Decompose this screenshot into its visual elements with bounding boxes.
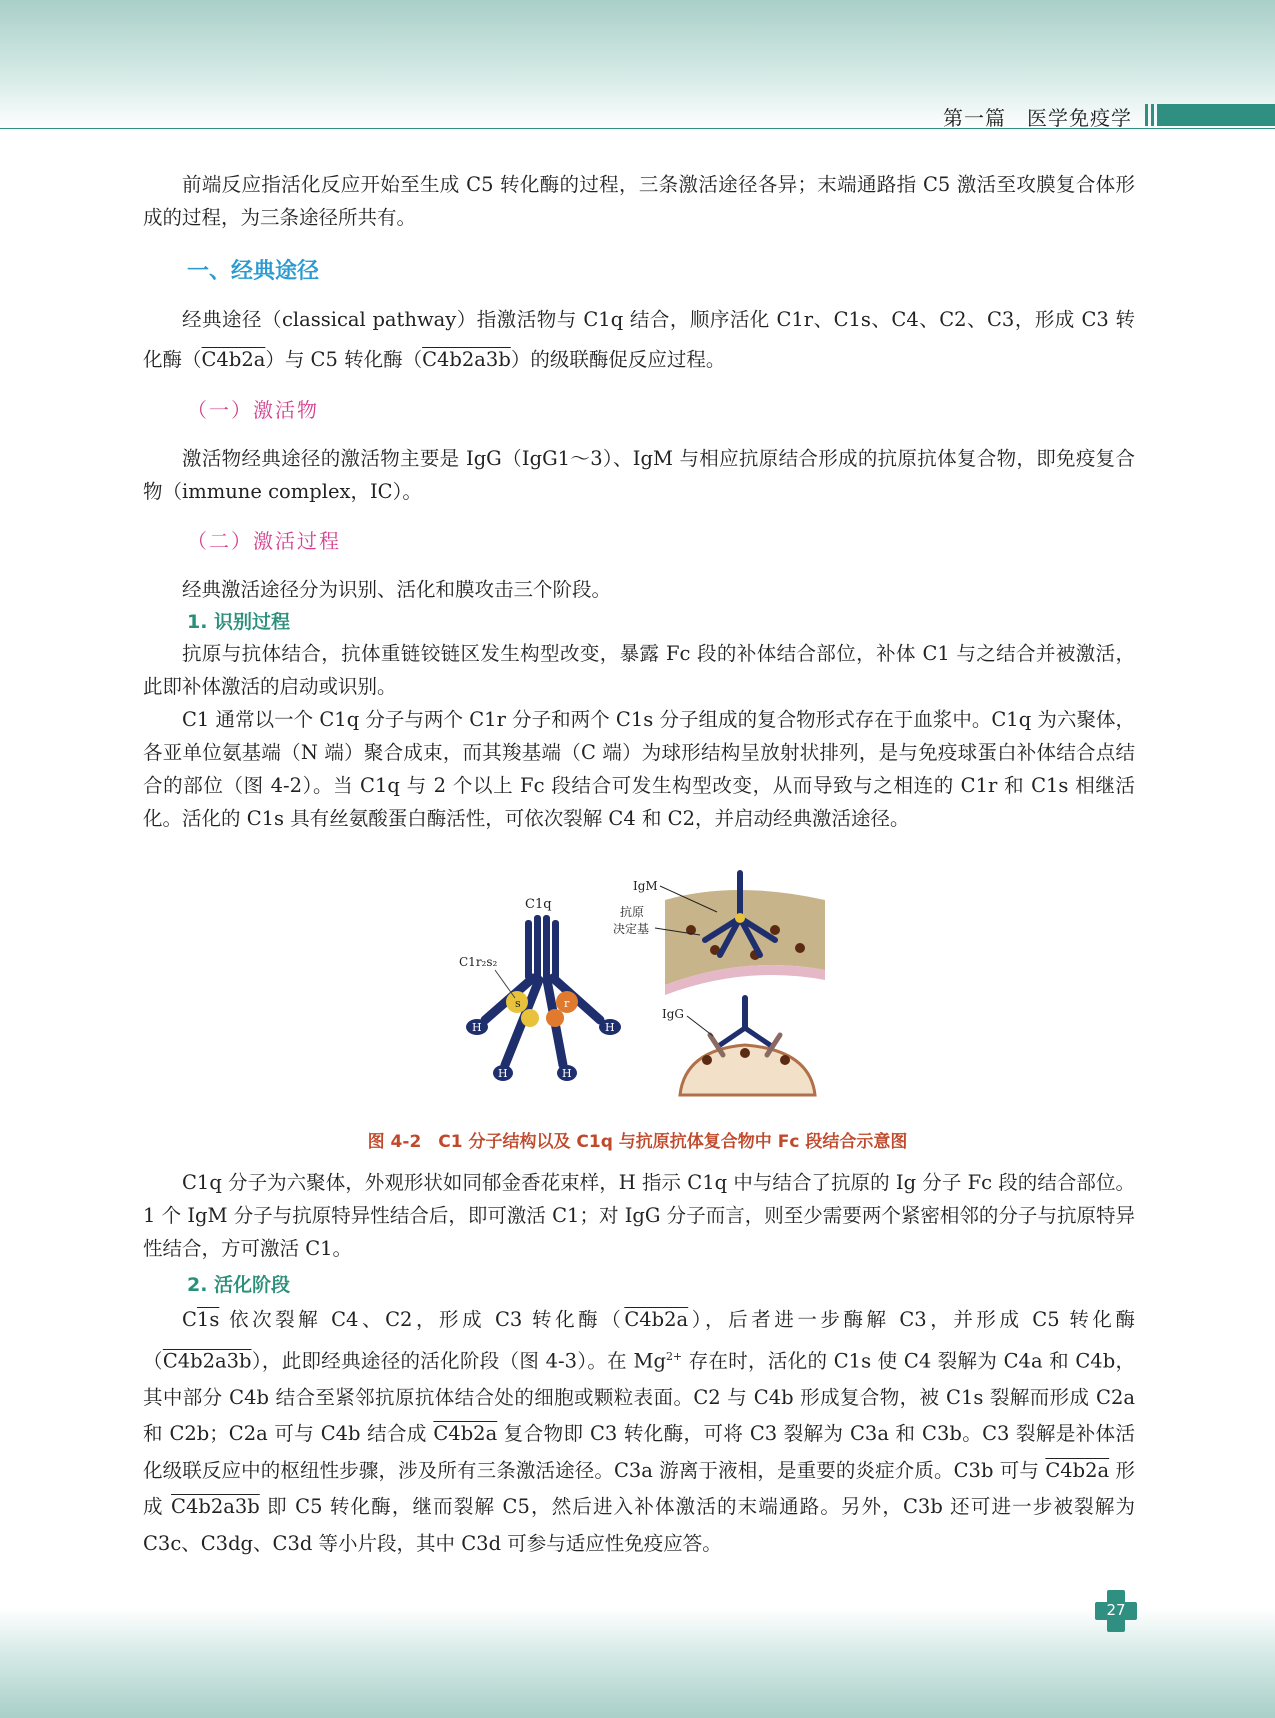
c1q-label: C1q: [525, 897, 552, 912]
paragraph-text: 激活物经典途径的激活物主要是 IgG（IgG1～3）、IgM 与相应抗原结合形成的抗原抗体复合物，即免疫复合物（immune complex，IC）。: [143, 447, 1135, 503]
paragraph-stages: [143, 573, 1135, 606]
igg-label: IgG: [662, 1007, 685, 1021]
h-label-1: H: [472, 1021, 482, 1034]
igm-label: IgM: [633, 879, 658, 893]
r-label: r: [564, 997, 570, 1010]
antigen-label-line1: 抗原: [620, 905, 645, 919]
h-label-4: H: [562, 1067, 572, 1080]
overlined-term: C4b2a: [201, 348, 266, 371]
figure-caption: 图 4-2 C1 分子结构以及 C1q 与抗原抗体复合物中 Fc 段结合示意图: [367, 1132, 908, 1152]
text-run: ）与 C5 转化酶（: [265, 348, 423, 371]
paragraph-c1q-description: [143, 1166, 1135, 1265]
overlined-term: C4b2a3b: [422, 348, 511, 371]
running-header-title: 第一篇 医学免疫学: [943, 106, 1132, 130]
h-label-2: H: [605, 1021, 615, 1034]
page-number: 27: [1106, 1601, 1126, 1619]
paragraph-text: C1 通常以一个 C1q 分子与两个 C1r 分子和两个 C1s 分子组成的复合物形式存在于血浆中。C1q 为六聚体，各亚单位氨基端（N 端）聚合成束，而其羧基端（C 端）为球形结构呈放射状排列，是与免疫球蛋白补体结合点结合的部位（图 4-2）。当 C1q 与 2 个以上 Fc 段结合可发生构型改变，从而导致与之相连的 C1r 和 C1s 相继活化。活化的 C1s 具有丝氨酸蛋白酶活性，可依次裂解 C4 和 C2，并启动经典激活途径。: [143, 708, 1135, 830]
overlined-term: C4b2a3b: [162, 1349, 252, 1372]
step-heading-activation: 2. 活化阶段: [187, 1274, 291, 1296]
paragraph-activators: [143, 442, 1135, 508]
subsection-heading-process: （二）激活过程: [187, 529, 341, 553]
footer-background: [0, 1608, 1275, 1718]
superscript: 2+: [665, 1349, 683, 1363]
overlined-term: C4b2a: [624, 1308, 689, 1331]
text-run: 形成: [143, 1458, 1135, 1518]
paragraph-intro: [143, 168, 1135, 234]
antigen-label-line2: 决定基: [613, 922, 650, 936]
paragraph-text: 前端反应指活化反应开始至生成 C5 转化酶的过程，三条激活途径各异；末端通路指 C5 激活至攻膜复合体形成的过程，为三条途径所共有。: [143, 173, 1135, 229]
paragraph-text: C1q 分子为六聚体，外观形状如同郁金香花束样，H 指示 C1q 中与结合了抗原的 Ig 分子 Fc 段的结合部位。1 个 IgM 分子与抗原特异性结合后，即可激活 C1；对 IgG 分子而言，则至少需要两个紧密相邻的分子与抗原特异性结合，方可激活 C1。: [143, 1171, 1135, 1260]
section-heading: 一、经典途径: [187, 259, 320, 284]
s-label: s: [515, 997, 521, 1010]
overlined-term: C4b2a: [1045, 1458, 1110, 1482]
paragraph-text: 抗原与抗体结合，抗体重链铰链区发生构型改变，暴露 Fc 段的补体结合部位，补体 C1 与之结合并被激活，此即补体激活的启动或识别。: [143, 642, 1135, 698]
c1r2s2-label: C1r₂s₂: [459, 955, 498, 969]
text-run: 存在时，活化的 C1s 使 C4 裂解为 C4a 和 C4b，其中部分 C4b 结合至紧邻抗原抗体结合处的细胞或颗粒表面。C2 与 C4b 形成复合物，被 C1s 裂解而形成 C2a 和 C2b；C2a 可与 C4b 结合成: [143, 1349, 1135, 1445]
overlined-term: C4b2a3b: [171, 1495, 260, 1518]
text-run: ），后者进一步酶解 C3，并形成 C5 转化酶（: [143, 1308, 1136, 1372]
text-run: C: [182, 1308, 197, 1331]
paragraph-definition: [143, 300, 1135, 380]
step-heading-recognition: 1. 识别过程: [187, 611, 291, 633]
paragraph-recognition: [143, 637, 1135, 703]
overlined-term: 1s: [196, 1308, 220, 1331]
paragraph-c1-structure: [143, 703, 1135, 835]
overlined-term: C4b2a: [433, 1422, 498, 1445]
text-run: 即 C5 转化酶，继而裂解 C5，然后进入补体激活的末端通路。另外，C3b 还可进一步被裂解为 C3c、C3dg、C3d 等小片段，其中 C3d 可参与适应性免疫应答。: [143, 1495, 1135, 1555]
paragraph-activation: [143, 1302, 1135, 1562]
text-run: 依次裂解 C4、C2，形成 C3 转化酶（: [219, 1308, 625, 1331]
text-run: ）的级联酶促反应过程。: [510, 348, 726, 371]
h-label-3: H: [498, 1067, 508, 1080]
subsection-heading-activators: （一）激活物: [187, 398, 319, 422]
text-run: 经典途径（classical pathway）指激活物与 C1q 结合，顺序活化 C1r、C1s、C4、C2、C3，形成 C3 转化酶（: [143, 308, 1135, 371]
text-run: 复合物即 C3 转化酶，可将 C3 裂解为 C3a 和 C3b。C3 裂解是补体活化级联反应中的枢纽性步骤，涉及所有三条激活途径。C3a 游离于液相，是重要的炎症介质。C3b 可与: [143, 1422, 1135, 1482]
text-run: ），此即经典途径的活化阶段（图 4-3）。在 Mg: [251, 1349, 666, 1372]
c1-structure-figure: [455, 860, 825, 1100]
paragraph-text: 经典激活途径分为识别、活化和膜攻击三个阶段。: [182, 578, 612, 601]
